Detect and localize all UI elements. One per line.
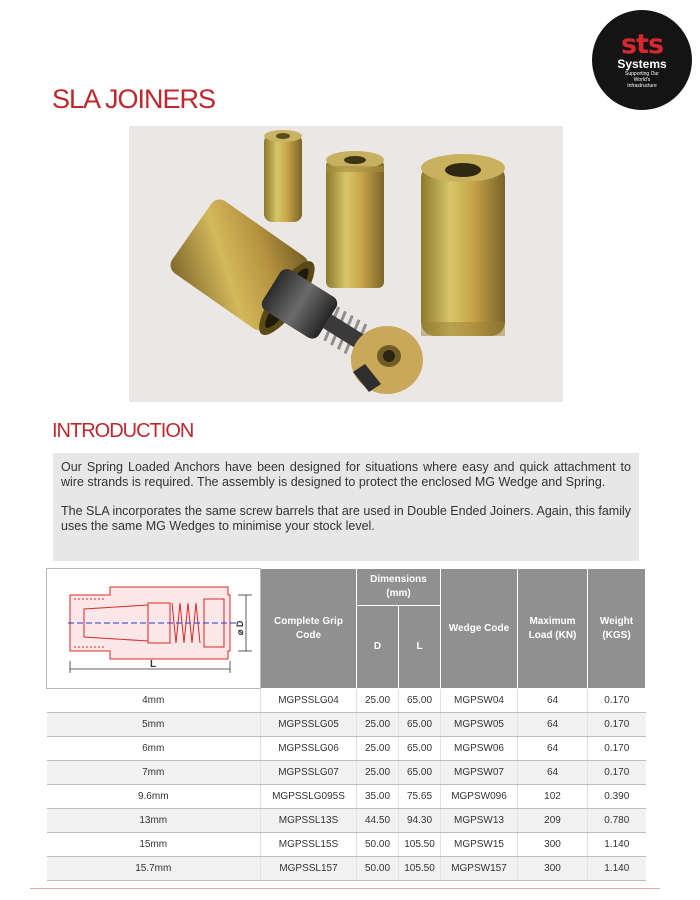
cell-weight: 0.170 (588, 761, 646, 785)
cell-size: 15mm (47, 833, 261, 857)
cell-weight: 0.170 (588, 689, 646, 713)
cell-d: 35.00 (357, 785, 399, 809)
logo-mark: sts (620, 28, 664, 60)
cell-max-load: 64 (518, 713, 588, 737)
cell-d: 25.00 (357, 737, 399, 761)
cell-grip-code: MGPSSLG07 (261, 761, 357, 785)
cell-wedge-code: MGPSW15 (441, 833, 518, 857)
cell-d: 50.00 (357, 833, 399, 857)
page-title: SLA JOINERS (52, 84, 216, 114)
header-complete-grip-code: Complete Grip Code (261, 569, 357, 689)
dimension-d-label: ⌀ D (234, 620, 245, 635)
cell-l: 65.00 (399, 713, 441, 737)
cell-size: 13mm (47, 809, 261, 833)
cell-l: 65.00 (399, 737, 441, 761)
cell-grip-code: MGPSSLG06 (261, 737, 357, 761)
cell-max-load: 300 (518, 833, 588, 857)
cell-grip-code: MGPSSL15S (261, 833, 357, 857)
introduction-text-box (53, 453, 639, 561)
cell-max-load: 64 (518, 737, 588, 761)
cell-size: 5mm (47, 713, 261, 737)
cell-max-load: 102 (518, 785, 588, 809)
joiner-diagram (47, 569, 261, 689)
cell-size: 4mm (47, 689, 261, 713)
cell-max-load: 300 (518, 857, 588, 881)
cell-grip-code: MGPSSLG04 (261, 689, 357, 713)
cell-l: 65.00 (399, 689, 441, 713)
cell-l: 75.65 (399, 785, 441, 809)
cell-size: 9.6mm (47, 785, 261, 809)
cell-d: 50.00 (357, 857, 399, 881)
cell-d: 25.00 (357, 761, 399, 785)
cell-wedge-code: MGPSW157 (441, 857, 518, 881)
cell-wedge-code: MGPSW13 (441, 809, 518, 833)
cell-weight: 1.140 (588, 833, 646, 857)
header-dimensions: Dimensions (mm) (357, 569, 441, 606)
end-cap-image (351, 326, 423, 394)
cell-max-load: 64 (518, 761, 588, 785)
dimension-l-label: L (149, 659, 156, 670)
cell-wedge-code: MGPSW04 (441, 689, 518, 713)
table-row (47, 713, 646, 737)
logo-tagline: Supporting Our World's Infrastructure (625, 70, 659, 89)
sts-systems-logo (592, 10, 692, 110)
cell-size: 7mm (47, 761, 261, 785)
table-row (47, 857, 646, 881)
medium-barrel-image (326, 151, 384, 288)
intro-paragraph: Our Spring Loaded Anchors have been designed for situations where easy and quick attachment to wire strands is required. The assembly is designed to protect the enclosed MG Wedge and Spring. (61, 460, 631, 489)
header-dimension-d: D (357, 606, 399, 689)
introduction-heading: INTRODUCTION (52, 420, 194, 442)
cell-weight: 0.170 (588, 737, 646, 761)
table-row (47, 761, 646, 785)
cell-wedge-code: MGPSW05 (441, 713, 518, 737)
cell-d: 25.00 (357, 689, 399, 713)
footer-divider (30, 888, 660, 889)
large-barrel-image (421, 154, 505, 336)
cell-d: 44.50 (357, 809, 399, 833)
specification-table (46, 568, 646, 881)
cell-l: 105.50 (399, 833, 441, 857)
cell-max-load: 209 (518, 809, 588, 833)
cell-wedge-code: MGPSW07 (441, 761, 518, 785)
table-row (47, 833, 646, 857)
cell-wedge-code: MGPSW096 (441, 785, 518, 809)
cell-weight: 1.140 (588, 857, 646, 881)
cell-wedge-code: MGPSW06 (441, 737, 518, 761)
table-row (47, 785, 646, 809)
table-row (47, 689, 646, 713)
small-barrel-image (264, 130, 302, 222)
cell-l: 94.30 (399, 809, 441, 833)
cell-grip-code: MGPSSL13S (261, 809, 357, 833)
header-dimension-l: L (399, 606, 441, 689)
header-maximum-load: Maximum Load (KN) (518, 569, 588, 689)
cell-weight: 0.390 (588, 785, 646, 809)
cell-max-load: 64 (518, 689, 588, 713)
header-weight: Weight (KGS) (588, 569, 646, 689)
product-photo (129, 126, 563, 402)
logo-wordmark: Systems (617, 56, 667, 71)
header-wedge-code: Wedge Code (441, 569, 518, 689)
cell-l: 105.50 (399, 857, 441, 881)
cell-size: 15.7mm (47, 857, 261, 881)
cell-grip-code: MGPSSLG05 (261, 713, 357, 737)
intro-paragraph: The SLA incorporates the same screw barrels that are used in Double Ended Joiners. Again, this family uses the same MG Wedges to minimise your stock level. (61, 504, 631, 533)
table-row (47, 737, 646, 761)
cell-weight: 0.780 (588, 809, 646, 833)
table-row (47, 809, 646, 833)
cell-size: 6mm (47, 737, 261, 761)
cell-d: 25.00 (357, 713, 399, 737)
cell-weight: 0.170 (588, 713, 646, 737)
cell-l: 65.00 (399, 761, 441, 785)
cell-grip-code: MGPSSL157 (261, 857, 357, 881)
cell-grip-code: MGPSSLG095S (261, 785, 357, 809)
